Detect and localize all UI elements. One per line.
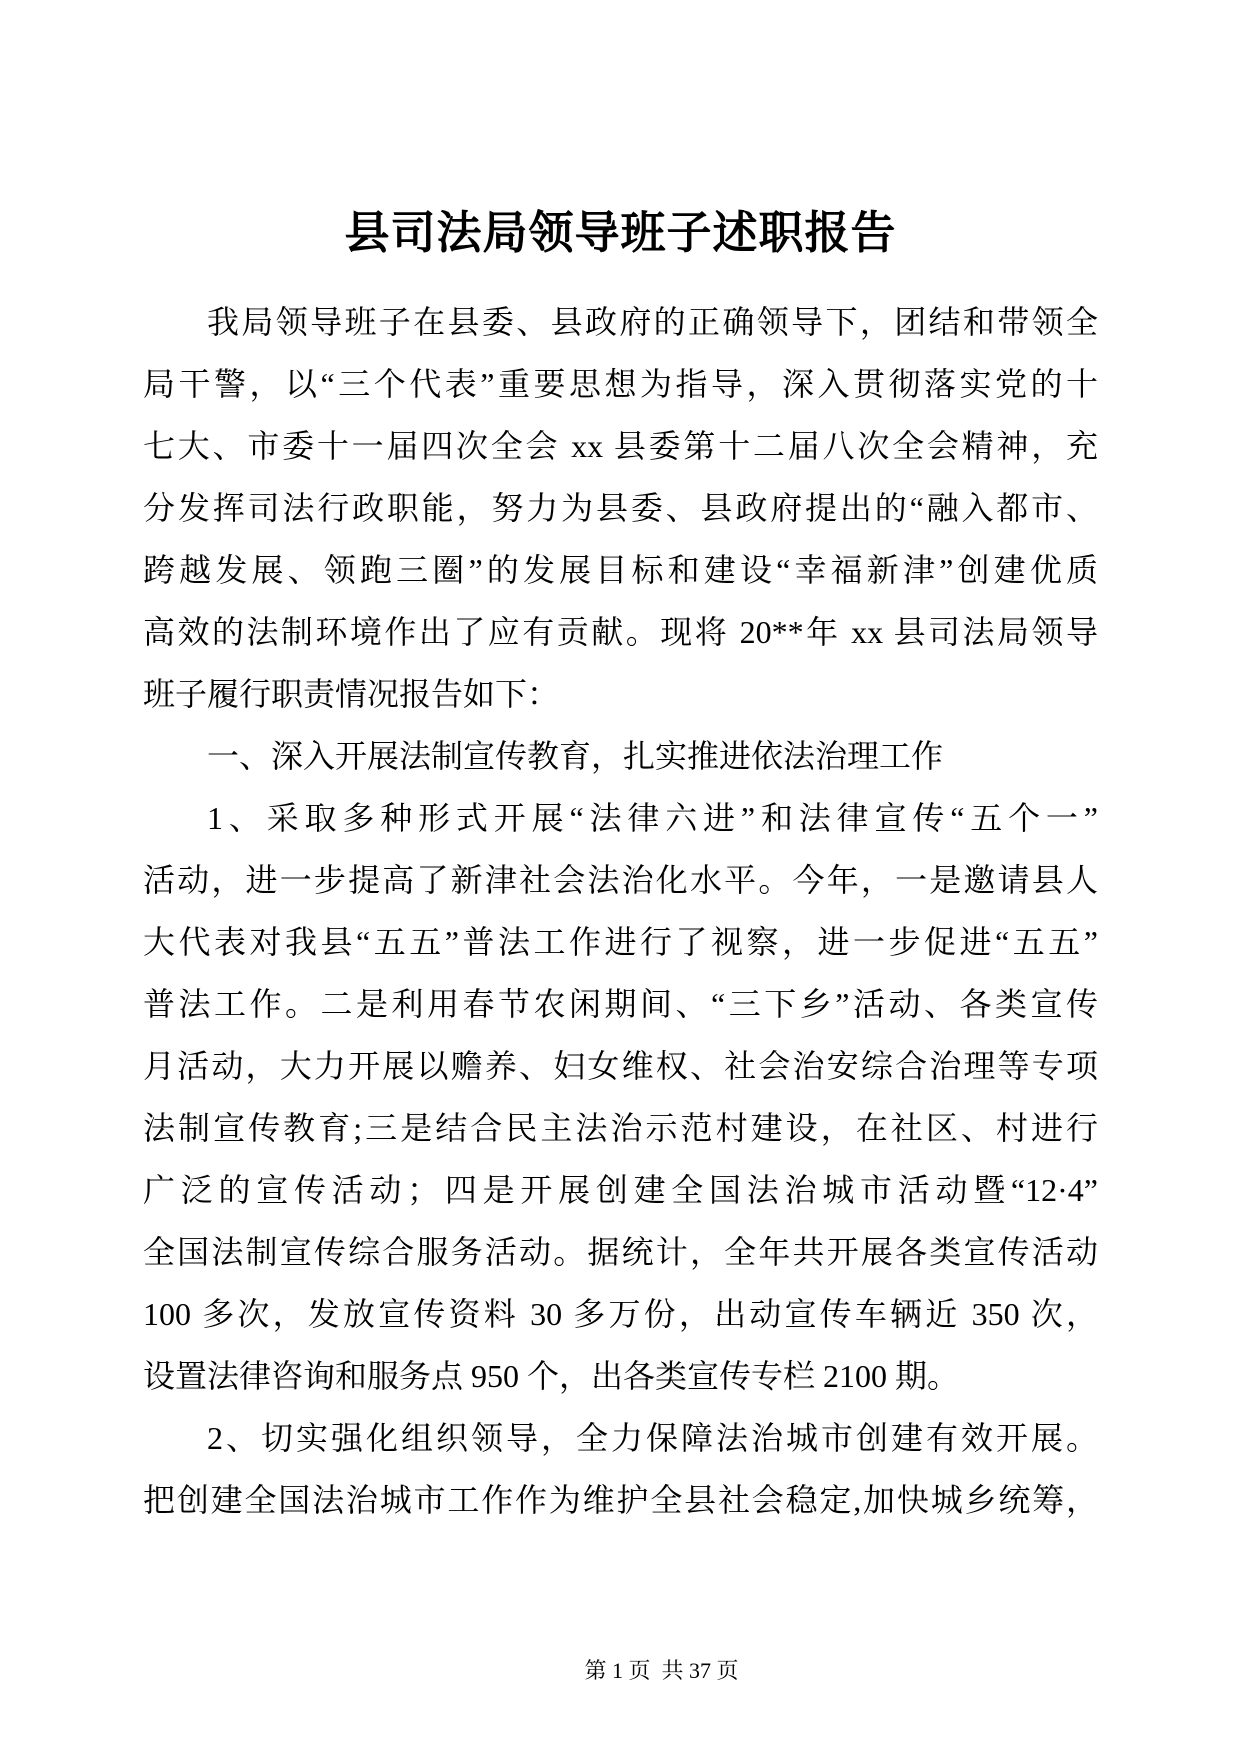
body-line: 局干警，以“三个代表”重要思想为指导，深入贯彻落实党的十 [143,366,1098,402]
body-line: 班子履行职责情况报告如下： [143,676,560,712]
body-line: 法制宣传教育;三是结合民主法治示范村建设，在社区、村进行 [143,1110,1098,1146]
body-line: 跨越发展、领跑三圈”的发展目标和建设“幸福新津”创建优质 [143,552,1098,588]
body-line: 广泛的宣传活动；四是开展创建全国法治城市活动暨“12·4” [143,1172,1098,1208]
page-footer [30,1629,1241,1713]
body-line: 100 多次，发放宣传资料 30 多万份，出动宣传车辆近 350 次， [143,1296,1098,1332]
body-line: 活动，进一步提高了新津社会法治化水平。今年，一是邀请县人 [143,862,1098,898]
body-line: 2、切实强化组织领导，全力保障法治城市创建有效开展。 [207,1420,1098,1456]
body-line: 月活动，大力开展以赡养、妇女维权、社会治安综合治理等专项 [143,1048,1098,1084]
document-body [143,291,1098,1531]
page-number: 第 1 页 共 37 页 [584,1658,739,1683]
body-line: 普法工作。二是利用春节农闲期间、“三下乡”活动、各类宣传 [143,986,1098,1022]
body-line: 设置法律咨询和服务点 950 个，出各类宣传专栏 2100 期。 [143,1358,960,1394]
body-line: 分发挥司法行政职能，努力为县委、县政府提出的“融入都市、 [143,490,1098,526]
section-heading-line: 一、深入开展法制宣传教育，扎实推进依法治理工作 [207,738,944,774]
body-line: 大代表对我县“五五”普法工作进行了视察，进一步促进“五五” [143,924,1098,960]
body-line: 我局领导班子在县委、县政府的正确领导下，团结和带领全 [207,304,1098,340]
body-line: 高效的法制环境作出了应有贡献。现将 20**年 xx 县司法局领导 [143,614,1098,650]
document-title: 县司法局领导班子述职报告 [344,208,897,258]
body-line: 七大、市委十一届四次全会 xx 县委第十二届八次全会精神，充 [143,428,1098,464]
body-line: 把创建全国法治城市工作作为维护全县社会稳定,加快城乡统筹， [143,1482,1098,1518]
body-line: 1、采取多种形式开展“法律六进”和法律宣传“五个一” [207,800,1098,836]
body-line: 全国法制宣传综合服务活动。据统计，全年共开展各类宣传活动 [143,1234,1098,1270]
